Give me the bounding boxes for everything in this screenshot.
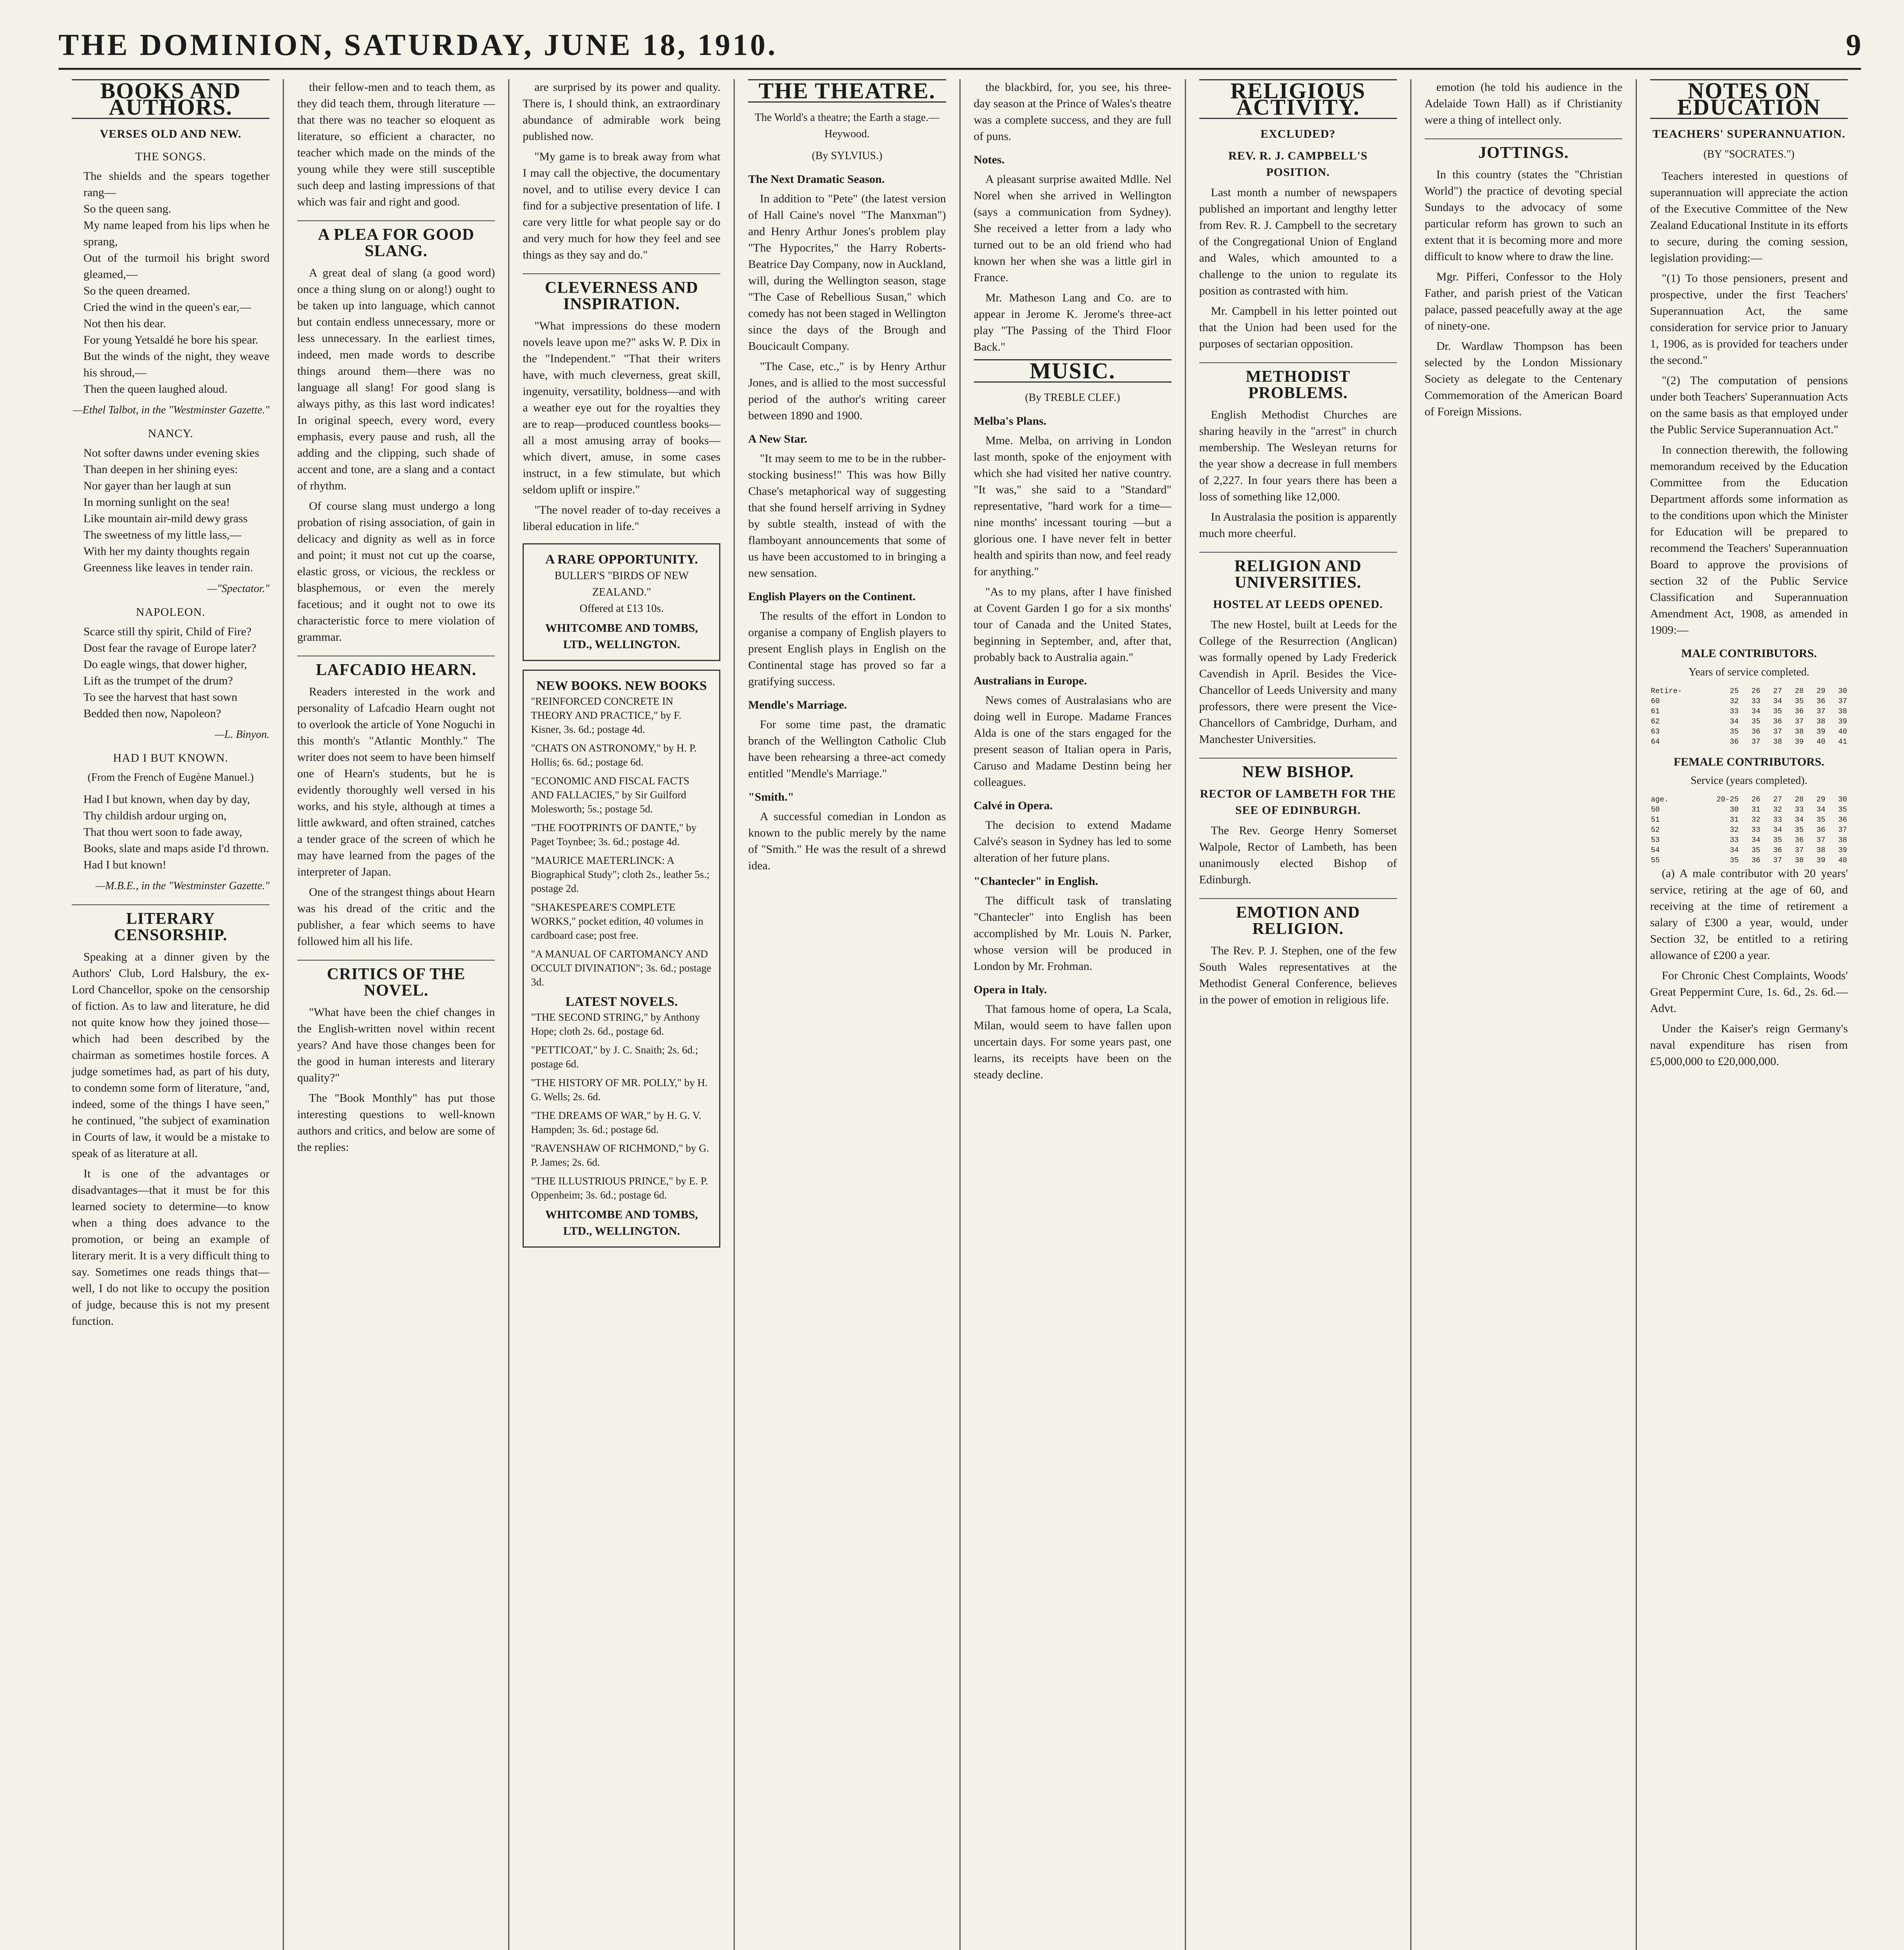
table-cell: 39 [1838, 846, 1847, 854]
table-cell: 37 [1773, 727, 1782, 736]
table-cell: 34 [1795, 815, 1804, 824]
verse-line: Not softer dawns under evening skies [83, 447, 259, 459]
table-cell: 37 [1838, 826, 1847, 834]
book-item: "THE ILLUSTRIOUS PRINCE," by E. P. Oppenheim; 3s. 6d.; postage 6d. [531, 1175, 708, 1201]
table-cell: 35 [1773, 836, 1782, 844]
verse-line: So the queen dreamed. [83, 284, 190, 297]
verse-line: So the queen sang. [83, 202, 171, 215]
table-cell: 32 [1730, 697, 1739, 706]
table-cell: 34 [1816, 805, 1826, 814]
book-item: "MAURICE MAETERLINCK: A Biographical Study"; cloth 2s., leather 5s.; postage 2d. [531, 854, 710, 894]
masthead-title: THE DOMINION, SATURDAY, JUNE 18, 1910. [59, 28, 778, 62]
table-cell: 35 [1816, 815, 1826, 824]
poem-napoleon [83, 624, 269, 722]
ad-heading: LATEST NOVELS. [565, 994, 678, 1009]
table-cell: 36 [1773, 717, 1782, 726]
subheading: Mendle's Marriage. [748, 698, 847, 711]
table-caption: Years of service completed. [1688, 666, 1810, 678]
subheading: EXCLUDED? [1260, 128, 1336, 140]
article-paragraph: "What have been the chief changes in the English-written novel within recent years? And have those changes been for the good in human interests and literary quality?" [297, 1006, 495, 1084]
table-cell: 35 [1751, 717, 1760, 726]
table-cell: 51 [1650, 815, 1660, 824]
article-heading-bishop: NEW BISHOP. [1199, 758, 1397, 780]
article-paragraph: Speaking at a dinner given by the Authors' Club, Lord Halsbury, the ex-Lord Chancellor, spoke on the censorship of fiction. As to law and literature, he did not quite know how they joined those—which had been described by the chairman as sometimes hostile forces. A judge sometimes had, as part of his duty, to condemn some form of literature, "and, indeed, some of the things I have seen," he continued, "the subject of examination in Courts of law, it would be a mistake to speak of as literature at all. [72, 950, 270, 1160]
table-cell: 37 [1838, 697, 1847, 706]
article-paragraph: The decision to extend Madame Calvé's season in Sydney has led to some alteration of her future plans. [973, 819, 1172, 864]
subheading: Opera in Italy. [973, 983, 1047, 996]
table-cell: 35 [1730, 727, 1739, 736]
table-cell: 30 [1730, 805, 1739, 814]
column-3 [509, 79, 735, 1950]
subheading: "Smith." [748, 791, 794, 803]
advertisement-line: For Chronic Chest Complaints, Woods' Great Peppermint Cure, 1s. 6d., 2s. 6d.—Advt. [1650, 969, 1848, 1015]
table-cell: 32 [1751, 815, 1760, 824]
female-contributors-table [1650, 794, 1848, 865]
table-cell: 62 [1650, 717, 1660, 726]
table-cell: 34 [1751, 707, 1760, 716]
article-paragraph: The results of the effort in London to organise a company of English players to present English plays in English on the Continental stage has proved so far a gratifying success. [748, 610, 946, 688]
article-paragraph: "What impressions do these modern novels leave upon me?" asks W. P. Dix in the "Independent." "That their writers have, with much cleverness, great skill, ingenuity, versatility, boldness—and with a weather eye out for the royalties they are to reap—produced countless books—all a most amusing array of books—which divert, amuse, in some cases instruct, in a few stimulate, but which seldom uplift or inspire." [523, 319, 721, 496]
table-cell: 64 [1650, 737, 1660, 746]
table-cell: 36 [1816, 826, 1826, 834]
table-cell: 34 [1730, 846, 1739, 854]
article-paragraph: (a) A male contributor with 20 years' service, retiring at the age of 60, and receiving at the time of retirement a salary of £300 a year, would, under Section 32, be entitled to a retiring allowance of £200 a year. [1650, 867, 1848, 962]
ad-firm: WHITCOMBE AND TOMBS, LTD., WELLINGTON. [545, 622, 698, 651]
table-row [1650, 706, 1848, 716]
poem-source: (From the French of Eugène Manuel.) [87, 771, 254, 784]
article-paragraph: In addition to "Pete" (the latest version of Hall Caine's novel "The Manxman") and Henry Arthur Jones's problem play "The Hypocrites," the Harry Roberts-Beatrice Day Company, now in Auckland, will, during the Wellington season, stage "The Case of Rebellious Susan," which comedy has not been staged in Wellington since the days of the Brough and Boucicault Company. [748, 192, 946, 353]
section-heading-books: BOOKS AND AUTHORS. [72, 79, 269, 119]
table-cell: 25 [1730, 687, 1739, 695]
table-cell: 31 [1751, 805, 1760, 814]
article-paragraph: English Methodist Churches are sharing heavily in the "arrest" in church membership. The Wesleyan returns for the year show a decrease in full members of 2,227. In four years there has been a loss of something like 12,000. [1199, 408, 1397, 503]
verse-line: Bedded then now, Napoleon? [83, 707, 221, 720]
subheading: A New Star. [748, 433, 807, 445]
table-cell: 33 [1730, 707, 1739, 716]
table-cell: 35 [1773, 707, 1782, 716]
subheading: TEACHERS' SUPERANNUATION. [1652, 128, 1845, 140]
verse-line: Nor gayer than her laugh at sun [83, 479, 231, 492]
article-paragraph: For some time past, the dramatic branch of the Wellington Catholic Club have been rehearsing a three-act comedy entitled "Mendle's Marriage." [748, 718, 946, 780]
article-heading-universities: RELIGION AND UNIVERSITIES. [1199, 552, 1397, 591]
column-6 [1186, 79, 1411, 1950]
article-paragraph: "(2) The computation of pensions under both Teachers' Superannuation Acts on the same basis as that employed under the Public Service Superannuation Act." [1650, 374, 1848, 436]
subheading: Australians in Europe. [973, 674, 1087, 687]
article-paragraph: Readers interested in the work and personality of Lafcadio Hearn ought not to overlook the article of Yone Noguchi in this month's "Atlantic Monthly." The writer does not seem to have been himself one of Hearn's students, but he is evidently thoroughly well versed in his works, and his style, although at times a little awkward, and often strained, catches a tender grace of the screen of which he may have learned from the pages of the interpreter of Japan. [297, 685, 495, 878]
table-title-female: FEMALE CONTRIBUTORS. [1674, 755, 1824, 768]
article-paragraph: In connection therewith, the following memorandum received by the Education Committee from the Education Department affords some information as to the conditions upon which the Minister for Education will be prepared to recommend the Teachers' Superannuation Board to approve the provisions of section 32 of the Public Service Classification and Superannuation Amendment Act, 1908, as amended in 1909:— [1650, 443, 1848, 636]
table-cell: 33 [1773, 815, 1782, 824]
article-paragraph: Mme. Melba, on arriving in London last month, spoke of the enjoyment with which she had visited her native country. "It was," she said to a "Standard" representative, "hard work for a time—nine months' incessant touring —but a glorious one. I have never felt in better health and spirits than now, and feel ready for anything." [973, 434, 1172, 578]
table-cell: age. [1650, 795, 1669, 804]
subheading: Notes. [973, 153, 1005, 166]
article-paragraph: emotion (he told his audience in the Adelaide Town Hall) as if Christianity were a thing of intellect only. [1424, 81, 1622, 126]
verse-line: Thy childish ardour urging on, [83, 809, 227, 822]
verse-line: Lift as the trumpet of the drum? [83, 674, 233, 687]
article-paragraph: The Rev. P. J. Stephen, one of the few South Wales representatives at the Methodist General Conference, believes in the power of emotion in religious life. [1199, 944, 1397, 1006]
column-7 [1411, 79, 1637, 1950]
verse-line: But the winds of the night, they weave his shroud,— [83, 350, 270, 379]
article-paragraph: "It may seem to me to be in the rubber-stocking business!" This was how Billy Chase's metaphorical way of suggesting that she found herself arriving in Sydney by subtle stealth, instead of with the flamboyant announcements that some of us have been accustomed to in bringing a new sensation. [748, 452, 946, 580]
table-cell: 38 [1816, 846, 1826, 854]
table-cell: 38 [1838, 836, 1847, 844]
epigraph: The World's a theatre; the Earth a stage.—Heywood. [755, 112, 940, 140]
ad-firm: WHITCOMBE AND TOMBS, LTD., WELLINGTON. [545, 1208, 698, 1237]
book-item: "PETTICOAT," by J. C. Snaith; 2s. 6d.; postage 6d. [531, 1044, 698, 1070]
table-cell: 32 [1730, 826, 1739, 834]
table-cell: 37 [1751, 737, 1760, 746]
table-cell: 26 [1751, 687, 1760, 695]
table-cell: 33 [1730, 836, 1739, 844]
table-cell: 60 [1650, 697, 1660, 706]
table-cell: 36 [1838, 815, 1847, 824]
table-cell: 36 [1795, 836, 1804, 844]
table-cell: 34 [1773, 697, 1782, 706]
ad-title: BULLER'S "BIRDS OF NEW ZEALAND." [554, 570, 689, 598]
byline: (By TREBLE CLEF.) [1025, 392, 1120, 404]
table-row [1650, 716, 1848, 727]
table-cell: 53 [1650, 836, 1660, 844]
article-paragraph: In Australasia the position is apparently much more cheerful. [1199, 511, 1397, 540]
article-paragraph: Mr. Matheson Lang and Co. are to appear in Jerome K. Jerome's three-act play "The Passing of the Third Floor Back." [973, 291, 1172, 353]
book-item: "RAVENSHAW OF RICHMOND," by G. P. James; 2s. 6d. [531, 1142, 709, 1168]
table-cell: 36 [1751, 856, 1760, 865]
book-item: "THE HISTORY OF MR. POLLY," by H. G. Wells; 2s. 6d. [531, 1077, 708, 1103]
table-cell: 39 [1816, 727, 1826, 736]
table-cell: 39 [1838, 717, 1847, 726]
table-row [1650, 825, 1848, 835]
verse-line: Dost fear the ravage of Europe later? [83, 642, 257, 654]
verse-line: Books, slate and maps aside I'd thrown. [83, 842, 269, 855]
table-cell: 35 [1730, 856, 1739, 865]
table-cell: 36 [1816, 697, 1826, 706]
table-row [1650, 805, 1848, 815]
table-cell: 35 [1751, 846, 1760, 854]
news-item: Under the Kaiser's reign Germany's naval expenditure has risen from £5,000,000 to £20,000,000. [1650, 1022, 1848, 1068]
poem-songs [83, 168, 269, 397]
poem-hadi [83, 791, 269, 873]
verses-heading: VERSES OLD AND NEW. [100, 128, 242, 140]
table-cell: 40 [1838, 856, 1847, 865]
ad-offer: Offered at £13 10s. [579, 603, 664, 615]
ad-heading: A RARE OPPORTUNITY. [545, 552, 698, 567]
verse-line: Like mountain air-mild dewy grass [83, 512, 248, 525]
article-paragraph: Dr. Wardlaw Thompson has been selected by the London Missionary Society as delegate to the Centenary Commemoration of the American Board of Foreign Missions. [1424, 340, 1622, 418]
poem-title-songs: THE SONGS. [135, 150, 206, 163]
verse-line: The shields and the spears together rang— [83, 170, 270, 199]
table-row [1650, 737, 1848, 747]
article-paragraph: Mgr. Pifferi, Confessor to the Holy Father, and parish priest of the Vatican palace, passed peacefully away at the age of ninety-one. [1424, 270, 1622, 332]
article-paragraph: their fellow-men and to teach them, as they did teach them, through literature —that there was no teacher so eloquent as literature, so efficient a character, no teacher which made on the minds of the young while they were still susceptible such deep and lasting impressions of that which was fair and right and good. [297, 81, 495, 208]
table-cell: 40 [1816, 737, 1826, 746]
book-item: "REINFORCED CONCRETE IN THEORY AND PRACTICE," by F. Kisner, 3s. 6d.; postage 4d. [531, 695, 682, 735]
poem-title-napoleon: NAPOLEON. [136, 606, 206, 619]
article-paragraph: A successful comedian in London as known to the public merely by the name of "Smith." He was the result of a shrewd idea. [748, 810, 946, 872]
table-cell: 20-25 [1716, 795, 1739, 804]
table-cell: 52 [1650, 826, 1660, 834]
book-item: "THE DREAMS OF WAR," by H. G. V. Hampden; 3s. 6d.; postage 6d. [531, 1110, 702, 1135]
article-heading-emotion: EMOTION AND RELIGION. [1199, 898, 1397, 937]
verse-line: Greenness like leaves in tender rain. [83, 561, 253, 574]
table-cell: 35 [1795, 697, 1804, 706]
verse-line: Than deepen in her shining eyes: [83, 463, 238, 476]
article-heading-censorship: LITERARY CENSORSHIP. [72, 904, 269, 943]
poem-credit: —"Spectator." [207, 583, 270, 595]
advertisement-buller [523, 543, 720, 661]
verse-line: That thou wert soon to fade away, [83, 826, 243, 838]
article-paragraph: Mr. Campbell in his letter pointed out that the Union had been used for the purposes of sectarian opposition. [1199, 305, 1397, 350]
columns [59, 79, 1861, 1950]
poem-credit: —Ethel Talbot, in the "Westminster Gazette." [73, 404, 270, 416]
article-heading-inspiration: CLEVERNESS AND INSPIRATION. [523, 273, 720, 312]
column-4 [735, 79, 960, 1950]
article-paragraph: That famous home of opera, La Scala, Milan, would seem to have fallen upon uncertain days. For some years past, one learns, its receipts have been on the steady decline. [973, 1003, 1172, 1081]
verse-line: My name leaped from his lips when he sprang, [83, 219, 270, 248]
verse-line: The sweetness of my little lass,— [83, 528, 241, 541]
article-paragraph: "My game is to break away from what I may call the objective, the documentary novel, and to utilise every device I can find for a subjective presentation of life. I care very little for what people say or do and very much for how they feel and see things as they say and do." [523, 150, 721, 261]
table-cell: 28 [1795, 795, 1804, 804]
verse-line: Had I but known! [83, 858, 167, 871]
article-paragraph: "The Case, etc.," is by Henry Arthur Jones, and is allied to the most successful period of the author's writing career between 1890 and 1900. [748, 360, 946, 422]
article-paragraph: News comes of Australasians who are doing well in Europe. Madame Frances Alda is one of the stars engaged for the present season of Italian opera in Paris, Caruso and Madame Destinn being her colleagues. [973, 694, 1172, 789]
section-heading-music: MUSIC. [974, 359, 1172, 383]
ad-heading: NEW BOOKS. NEW BOOKS [536, 679, 707, 693]
byline: (BY "SOCRATES.") [1703, 148, 1795, 160]
poem-title-nancy: NANCY. [148, 427, 193, 440]
section-heading-education: NOTES ON EDUCATION [1650, 79, 1848, 119]
poem-credit: —M.B.E., in the "Westminster Gazette." [95, 880, 270, 892]
book-list [531, 1010, 712, 1202]
masthead [59, 16, 1861, 70]
table-cell: 38 [1773, 737, 1782, 746]
table-cell: 36 [1730, 737, 1739, 746]
article-paragraph: The new Hostel, built at Leeds for the College of the Resurrection (Anglican) was formally opened by Lady Frederick Cavendish in April. Besides the Vice-Chancellor of Leeds University and many professors, there were present the Vice-Chancellors of Cambridge, Durham, and Manchester Universities. [1199, 618, 1397, 746]
book-item: "ECONOMIC AND FISCAL FACTS AND FALLACIES," by Sir Guilford Molesworth; 5s.; postage 5d. [531, 775, 690, 815]
table-cell: 27 [1773, 687, 1782, 695]
table-cell: 34 [1773, 826, 1782, 834]
table-cell: 33 [1751, 697, 1760, 706]
byline: (By SYLVIUS.) [812, 150, 883, 162]
table-cell: 55 [1650, 856, 1660, 865]
table-cell: Retire- [1650, 687, 1682, 695]
verse-line: Out of the turmoil his bright sword gleamed,— [83, 252, 270, 281]
verse-line: Do eagle wings, that dower higher, [83, 658, 247, 671]
article-heading-slang: A PLEA FOR GOOD SLANG. [297, 220, 495, 259]
book-list [531, 694, 712, 989]
table-cell: 34 [1730, 717, 1739, 726]
verse-line: For young Yetsaldé he bore his spear. [83, 333, 259, 346]
table-row [1650, 727, 1848, 737]
table-row [1650, 815, 1848, 825]
article-paragraph: "(1) To those pensioners, present and prospective, under the first Teachers' Superannuation Act, the same consideration for service prior to January 1, 1906, as is provided for teachers under the second." [1650, 272, 1848, 367]
subheading: English Players on the Continent. [748, 590, 916, 603]
table-cell: 35 [1838, 805, 1847, 814]
subheading: REV. R. J. CAMPBELL'S POSITION. [1228, 149, 1368, 179]
article-heading-methodist: METHODIST PROBLEMS. [1199, 362, 1397, 401]
table-row [1650, 794, 1848, 805]
table-row [1650, 845, 1848, 855]
column-1 [59, 79, 284, 1950]
article-paragraph: In this country (states the "Christian World") the practice of devoting special Sundays to the advocacy of some particular reform has grown to such an extent that it is becoming more and more difficult to know where to draw the line. [1424, 168, 1622, 263]
table-cell: 31 [1730, 815, 1739, 824]
table-cell: 35 [1795, 826, 1804, 834]
subheading: RECTOR OF LAMBETH FOR THE SEE OF EDINBURGH. [1200, 787, 1396, 817]
article-paragraph: the blackbird, for, you see, his three-day season at the Prince of Wales's theatre was a complete success, and they are full of puns. [973, 81, 1172, 143]
table-cell: 36 [1751, 727, 1760, 736]
table-cell: 33 [1751, 826, 1760, 834]
book-item: "CHATS ON ASTRONOMY," by H. P. Hollis; 6s. 6d.; postage 6d. [531, 742, 697, 768]
article-paragraph: Last month a number of newspapers published an important and lengthy letter from Rev. R. J. Campbell to the secretary of the Congregational Union of England and Wales, which amounted to a challenge to the union to regulate its position as contrasted with him. [1199, 186, 1397, 297]
article-heading-jottings: JOTTINGS. [1425, 138, 1622, 161]
table-cell: 34 [1751, 836, 1760, 844]
table-title-male: MALE CONTRIBUTORS. [1681, 647, 1817, 660]
table-row [1650, 855, 1848, 865]
table-cell: 38 [1816, 717, 1826, 726]
table-cell: 40 [1838, 727, 1847, 736]
table-cell: 39 [1795, 737, 1804, 746]
table-cell: 33 [1795, 805, 1804, 814]
table-cell: 37 [1816, 836, 1826, 844]
table-cell: 38 [1838, 707, 1847, 716]
advertisement-new-books [523, 670, 720, 1248]
table-cell: 32 [1773, 805, 1782, 814]
table-row [1650, 835, 1848, 845]
article-paragraph: The Rev. George Henry Somerset Walpole, Rector of Lambeth, has been unanimously elected Bishop of Edinburgh. [1199, 824, 1397, 886]
table-cell: 30 [1838, 687, 1847, 695]
table-cell: 36 [1795, 707, 1804, 716]
table-row [1650, 686, 1848, 696]
article-paragraph: One of the strangest things about Hearn was his dread of the critic and the publisher, a fear which seems to have followed him all his life. [297, 886, 495, 948]
table-cell: 63 [1650, 727, 1660, 736]
subheading: Melba's Plans. [973, 415, 1047, 427]
table-cell: 41 [1838, 737, 1847, 746]
subheading: "Chantecler" in English. [973, 875, 1098, 888]
column-2 [284, 79, 509, 1950]
table-cell: 37 [1795, 717, 1804, 726]
subheading: HOSTEL AT LEEDS OPENED. [1213, 598, 1383, 611]
verse-line: With her my dainty thoughts regain [83, 545, 250, 558]
table-cell: 38 [1795, 856, 1804, 865]
verse-line: Scarce still thy spirit, Child of Fire? [83, 625, 252, 638]
table-cell: 50 [1650, 805, 1660, 814]
section-heading-theatre: THE THEATRE. [748, 79, 946, 103]
verse-line: Not then his dear. [83, 317, 166, 330]
book-item: "THE SECOND STRING," by Anthony Hope; cloth 2s. 6d., postage 6d. [531, 1011, 700, 1037]
table-cell: 37 [1795, 846, 1804, 854]
table-cell: 36 [1773, 846, 1782, 854]
table-cell: 29 [1816, 795, 1826, 804]
subheading: The Next Dramatic Season. [748, 173, 885, 186]
verse-line: Had I but known, when day by day, [83, 793, 250, 806]
poem-title-hadi: HAD I BUT KNOWN. [113, 752, 229, 764]
table-caption: Service (years completed). [1690, 775, 1808, 787]
poem-credit: —L. Binyon. [215, 729, 270, 741]
article-paragraph: The "Book Monthly" has put those interesting questions to well-known authors and critics, and below are some of the replies: [297, 1092, 495, 1154]
article-paragraph: Teachers interested in questions of superannuation will appreciate the action of the Executive Committee of the New Zealand Educational Institute in its efforts to secure, during the coming session, legislation providing:— [1650, 170, 1848, 264]
article-paragraph: "As to my plans, after I have finished at Covent Garden I go for a six months' tour of Canada and the United States, beginning in September, and, after that, probably back to Australia again." [973, 585, 1172, 664]
verse-line: In morning sunlight on the sea! [83, 496, 230, 509]
table-cell: 26 [1751, 795, 1760, 804]
table-cell: 37 [1816, 707, 1826, 716]
verse-line: Then the queen laughed aloud. [83, 383, 228, 395]
male-contributors-table [1650, 686, 1848, 747]
article-paragraph: Of course slang must undergo a long probation of rising association, of gain in delicacy and dignity as well as in force and point; it must not cut up the coarse, elastic gross, or vicious, the reckless or blasphemous, or even the merely facetious; and it ought not to owe its characteristic force to mere violation of grammar. [297, 500, 495, 644]
verse-line: To see the harvest that hast sown [83, 691, 238, 704]
table-cell: 37 [1773, 856, 1782, 865]
article-heading-hearn: LAFCADIO HEARN. [297, 656, 495, 678]
subheading: Calvé in Opera. [973, 799, 1053, 812]
article-paragraph: A great deal of slang (a good word) once a thing slung on or along!) ought to be taken up into language, which cannot but contain endless unnecessary, more or less unnecessary. In the earliest times, indeed, men made words to describe things around them—there was no language all slang! For good slang is always pithy, as this last word indicates! In original speech, every word, every emphasis, every pause and rush, all the adding and the clipping, such shade of accent and tone, are a slang and a contact of rhythm. [297, 266, 495, 492]
page-number: 9 [1846, 28, 1861, 62]
table-cell: 27 [1773, 795, 1782, 804]
article-paragraph: The difficult task of translating "Chantecler" into English has been accomplished by Mr. Louis N. Parker, whose version will be produced in London by Mr. Frohman. [973, 894, 1172, 973]
article-paragraph: It is one of the advantages or disadvantages—that it must be for this learned society to determine—to know when a thing does advance to the promotion, or being an example of literary merit. It is a very difficult thing to say. Sometimes one reads things that—well, I do not like to occupy the position of judge, because this is not my present function. [72, 1167, 270, 1328]
book-item: "A MANUAL OF CARTOMANCY AND OCCULT DIVINATION"; 3s. 6d.; postage 3d. [531, 948, 711, 988]
table-cell: 54 [1650, 846, 1660, 854]
book-item: "THE FOOTPRINTS OF DANTE," by Paget Toynbee; 3s. 6d.; postage 4d. [531, 822, 697, 847]
article-heading-novel: CRITICS OF THE NOVEL. [297, 960, 495, 999]
table-cell: 61 [1650, 707, 1660, 716]
article-paragraph: A pleasant surprise awaited Mdlle. Nel Norel when she arrived in Wellington (says a communication from Sydney). She received a letter from a lady who turned out to be an old friend who had known her when she was a little girl in France. [973, 173, 1172, 284]
table-cell: 28 [1795, 687, 1804, 695]
section-heading-religious: RELIGIOUS ACTIVITY. [1199, 79, 1397, 119]
table-row [1650, 696, 1848, 706]
article-paragraph: "The novel reader of to-day receives a liberal education in life." [523, 503, 721, 533]
verse-line: Cried the wind in the queen's ear,— [83, 301, 251, 314]
table-cell: 29 [1816, 687, 1826, 695]
poem-nancy [83, 445, 269, 576]
table-cell: 30 [1838, 795, 1847, 804]
table-cell: 38 [1795, 727, 1804, 736]
article-paragraph: are surprised by its power and quality. There is, I should think, an extraordinary abundance of admirable work being published now. [523, 81, 721, 143]
table-cell: 39 [1816, 856, 1826, 865]
book-item: "SHAKESPEARE'S COMPLETE WORKS," pocket edition, 40 volumes in cardboard case; post free. [531, 901, 704, 941]
column-5 [961, 79, 1186, 1950]
column-8 [1637, 79, 1861, 1950]
